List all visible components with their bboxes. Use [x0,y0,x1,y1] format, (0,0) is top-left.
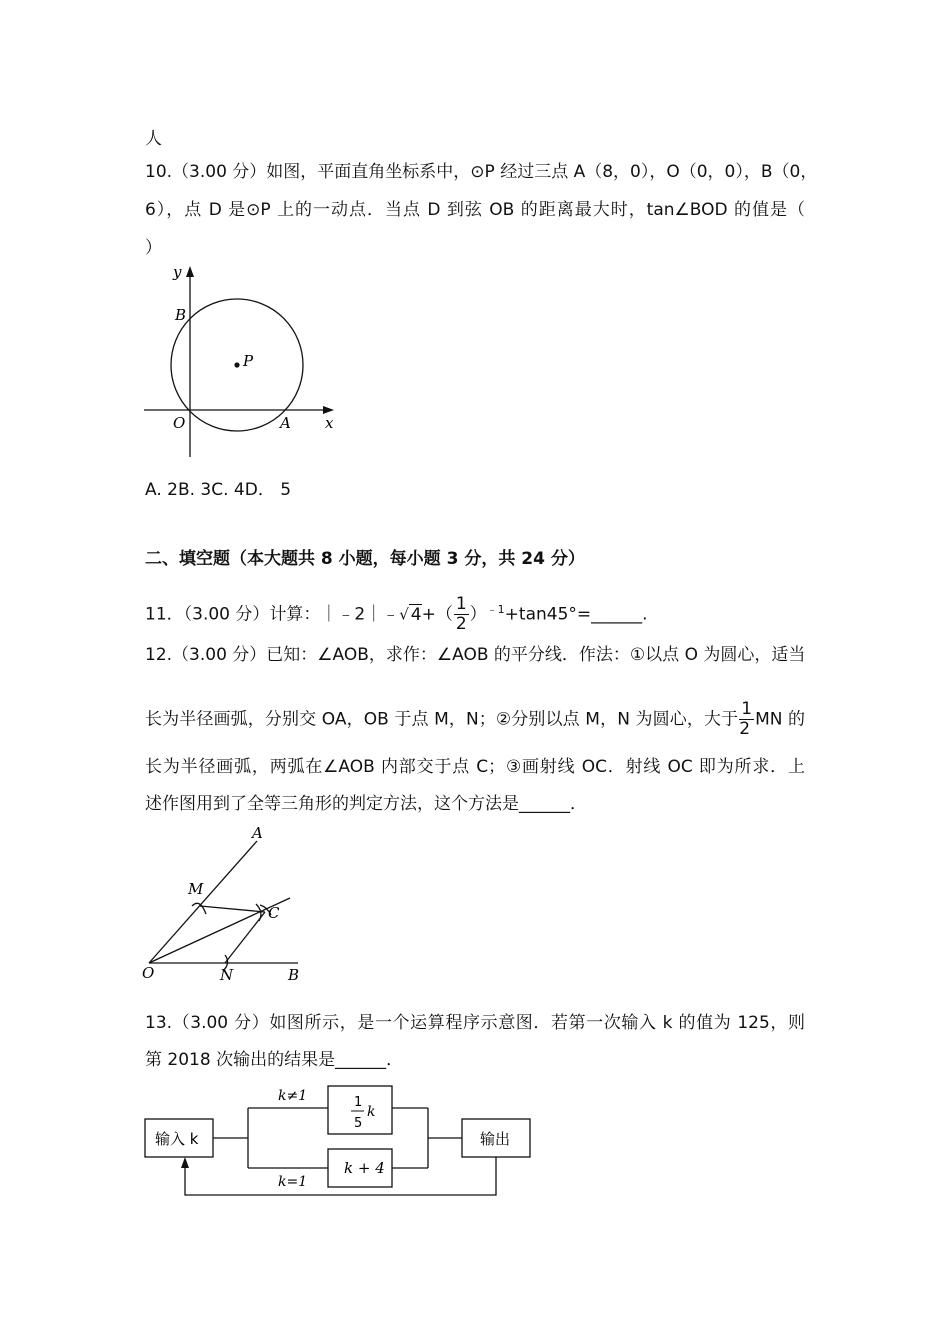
label-o: O [173,414,186,432]
label-o: O [142,964,155,982]
loop-arrow [181,1157,189,1168]
q12-line4: 述作图用到了全等三角形的判定方法，这个方法是______． [145,794,587,814]
top-fraction-var: k [367,1104,376,1120]
q11-line: 11．（3.00 分）计算：｜﹣2｜﹣√ 4+（ $\frac{1}{2}$ ）$^{﹣1}$+tan45°=______. [145,594,648,635]
q11-close: ） [469,604,487,625]
top-fraction-num: 1 [354,1095,363,1110]
q12-line3: 长为半径画弧，两弧在∠AOB 内部交于点 C；③画射线 OC．射线 OC 即为所求．上 [145,757,805,777]
label-n: N [220,966,234,984]
condition-bottom: k=1 [278,1174,308,1190]
q13-flowchart [140,1078,540,1204]
y-axis-arrow [186,266,194,277]
condition-top: k≠1 [278,1088,308,1104]
q10-line1: 10.（3.00 分）如图，平面直角坐标系中，⊙P 经过三点 A（8，0），O（0，0），B（0， [145,162,818,182]
label-x: x [325,414,334,432]
output-label: 输出 [480,1130,511,1148]
q10-figure [140,262,350,462]
q11-plus: +（ [421,604,453,625]
q11-suffix: +tan45°=______. [504,604,648,625]
q10-line2: 6），点 D 是⊙P 上的一动点．当点 D 到弦 OB 的距离最大时，tan∠BOD 的值是（ [145,200,805,220]
section-title: 二、填空题（本大题共 8 小题，每小题 3 分，共 24 分） [145,549,585,569]
q13-line2: 第 2018 次输出的结果是______． [145,1050,404,1070]
q11-fraction: $\frac{1}{2}$ [455,594,467,635]
page-fragment: 人 [145,129,162,149]
q12-line2: 长为半径画弧，分别交 OA，OB 于点 M，N；②分别以点 M，N 为圆心，大于 $\frac{1}{2}$ MN 的 [145,699,805,739]
label-m: M [188,880,204,898]
x-axis-arrow [323,406,334,414]
q11-sqrt-arg: 4 [410,604,422,625]
q10-options: A. 2B. 3C. 4D． 5 [145,480,292,500]
q10-line3: ） [145,238,162,258]
q12-fraction: $\frac{1}{2}$ [739,699,753,739]
segment-mc [200,906,265,912]
ray-oa [149,841,257,963]
input-label: 输入 k [155,1130,199,1148]
q12-line1: 12.（3.00 分）已知：∠AOB，求作：∠AOB 的平分线．作法：①以点 O 为圆心，适当 [145,645,806,665]
q13-line1: 13.（3.00 分）如图所示，是一个运算程序示意图．若第一次输入 k 的值为 125，则 [145,1013,805,1033]
label-b: B [288,966,300,984]
top-fraction-den: 5 [354,1116,363,1131]
q12-figure [140,822,320,987]
label-b: B [175,306,187,324]
label-p: P [243,352,254,370]
q11-prefix: 11．（3.00 分）计算：｜﹣2｜﹣ [145,604,400,625]
center-p-dot [234,362,239,367]
label-a: A [252,824,263,842]
label-y: y [173,263,182,281]
label-c: C [268,904,280,922]
q11-exponent: ﹣1 [486,603,505,616]
label-a: A [280,414,291,432]
bottom-expression: k + 4 [344,1159,385,1177]
